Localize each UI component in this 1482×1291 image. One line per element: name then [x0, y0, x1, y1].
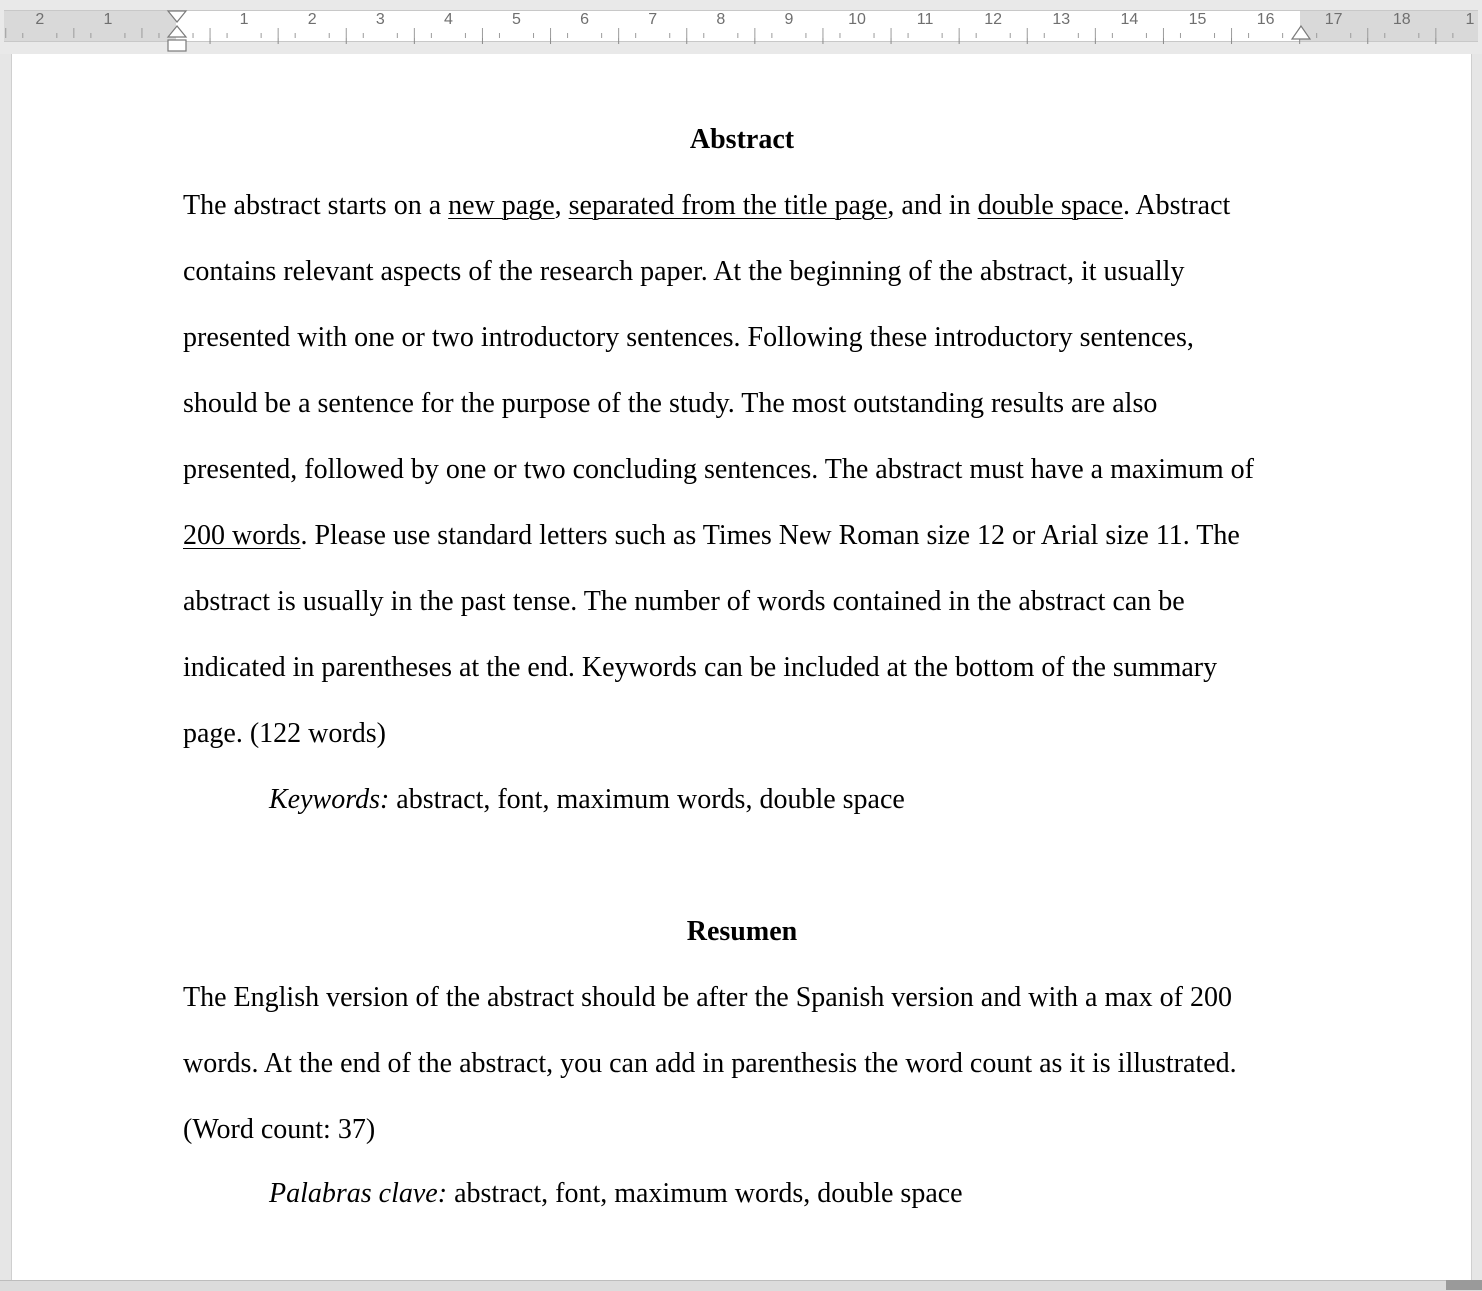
underlined-text: separated from the title page: [568, 190, 888, 221]
horizontal-scrollbar[interactable]: [0, 1280, 1482, 1291]
ruler-number: 2: [307, 11, 317, 28]
ruler-number: 18: [1392, 11, 1411, 28]
text-run: presented with one or two introductory sentences. Following these introductory sentences,: [183, 322, 1194, 353]
palabras-clave-line: [269, 1178, 963, 1210]
ruler-number: 2: [35, 11, 45, 28]
ruler-number: 1: [239, 11, 249, 28]
text-run: should be a sentence for the purpose of the study. The most outstanding results are also: [183, 388, 1158, 419]
keywords-text: abstract, font, maximum words, double space: [389, 784, 905, 815]
text-run: indicated in parentheses at the end. Keywords can be included at the bottom of the summary: [183, 652, 1218, 683]
ruler-number: 11: [916, 11, 934, 28]
underlined-text: 200 words: [183, 520, 301, 551]
text-line: [183, 982, 1232, 1014]
text-run: The abstract starts on a: [183, 190, 449, 221]
scrollbar-thumb[interactable]: [1446, 1280, 1482, 1290]
palabras-clave-label: Palabras clave:: [269, 1178, 448, 1209]
text-line: [183, 454, 1254, 486]
underlined-text: new page: [448, 190, 555, 221]
horizontal-ruler[interactable]: [0, 0, 1482, 54]
ruler-number: 1: [103, 11, 113, 28]
text-run: presented, followed by one or two concluding sentences. The abstract must have a maximum of: [183, 454, 1254, 485]
ruler-number: 16: [1256, 11, 1275, 28]
text-line: [183, 1048, 1237, 1080]
ruler-number: 8: [716, 11, 726, 28]
ruler-number: 13: [1052, 11, 1071, 28]
keywords-line: [269, 784, 905, 816]
ruler-number: 1: [1465, 11, 1475, 28]
text-line: [183, 520, 1240, 552]
text-line: [183, 718, 386, 750]
ruler-number: 17: [1324, 11, 1343, 28]
text-line: [183, 586, 1185, 618]
resumen-heading: Resumen: [686, 916, 798, 947]
ruler-number: 5: [512, 11, 521, 28]
text-line: [183, 1114, 375, 1146]
text-run: . Please use standard letters such as Times New Roman size 12 or Arial size 11. The: [300, 520, 1240, 551]
text-run: ,: [554, 190, 569, 221]
ruler-number: 6: [580, 11, 590, 28]
text-run: words. At the end of the abstract, you can add in parenthesis the word count as it is illustrated.: [183, 1048, 1237, 1079]
text-run: (Word count: 37): [183, 1114, 376, 1145]
underlined-text: double space: [977, 190, 1123, 221]
text-run: . Abstract: [1123, 190, 1231, 221]
abstract-heading: Abstract: [689, 124, 795, 155]
text-run: abstract is usually in the past tense. The number of words contained in the abstract can be: [183, 586, 1185, 617]
text-line: [183, 190, 1230, 222]
ruler-number: 9: [784, 11, 794, 28]
text-line: [183, 322, 1194, 354]
text-line: [183, 652, 1217, 684]
ruler-number: 14: [1120, 11, 1139, 28]
ruler-number: 15: [1188, 11, 1207, 28]
text-line: [183, 256, 1184, 288]
text-run: The English version of the abstract should be after the Spanish version and with a max of 200: [183, 982, 1232, 1013]
document-page[interactable]: [11, 54, 1472, 1280]
text-line: [183, 388, 1157, 420]
palabras-clave-text: abstract, font, maximum words, double space: [447, 1178, 963, 1209]
ruler-number: 12: [984, 11, 1003, 28]
first-line-indent-marker[interactable]: [166, 10, 188, 54]
ruler-number: 3: [375, 11, 385, 28]
ruler-number: 7: [648, 11, 658, 28]
text-run: contains relevant aspects of the research paper. At the beginning of the abstract, it usually: [183, 256, 1185, 287]
ruler-number: 4: [443, 11, 453, 28]
text-run: page. (122 words): [183, 718, 386, 749]
text-run: , and in: [887, 190, 978, 221]
right-indent-marker[interactable]: [1290, 24, 1312, 42]
keywords-label: Keywords:: [269, 784, 390, 815]
ruler-number: 10: [848, 11, 866, 28]
